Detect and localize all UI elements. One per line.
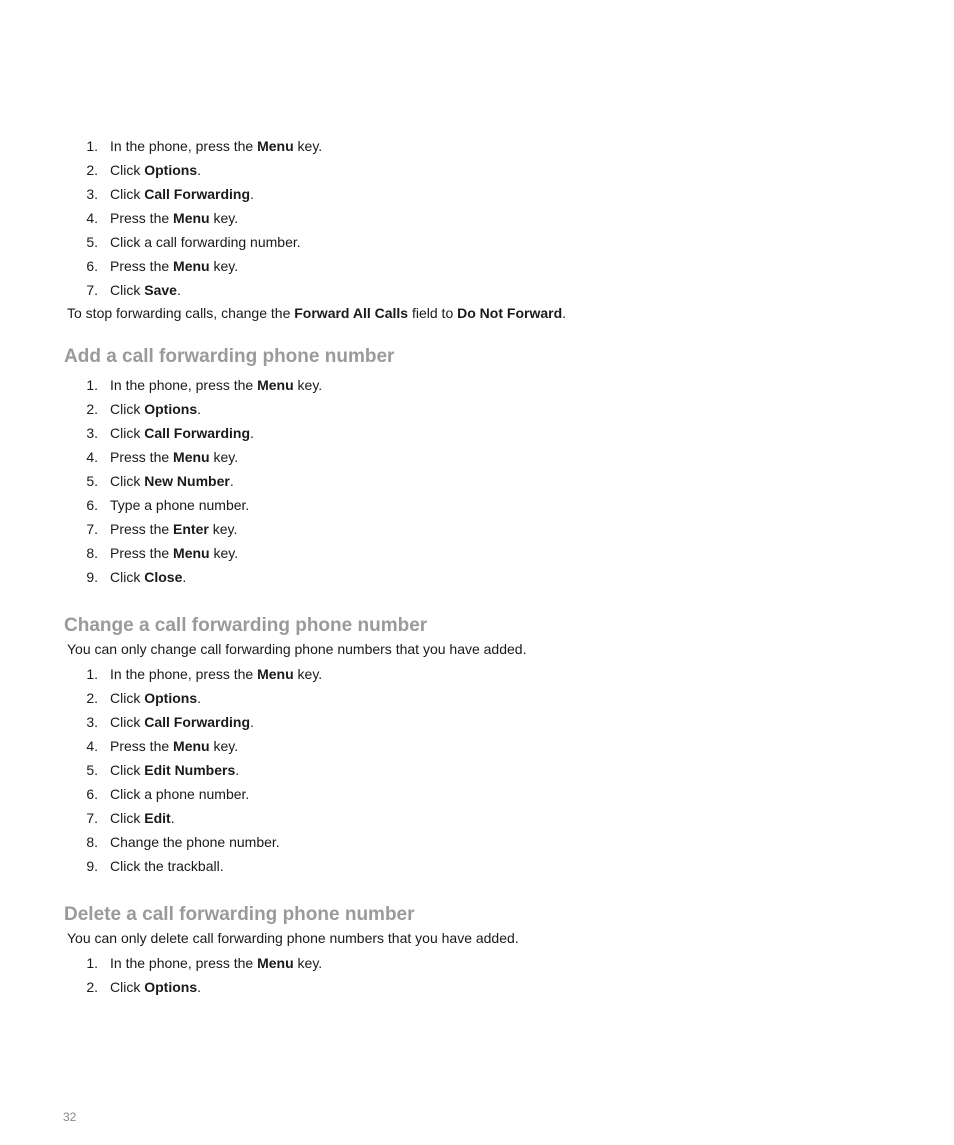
step-text: Press the <box>110 521 174 537</box>
step-number: 2. <box>86 979 98 995</box>
step-text: Click a call forwarding number. <box>110 234 301 250</box>
step-text: key. <box>209 738 239 754</box>
step-text: . <box>250 186 254 202</box>
step-number: 2. <box>86 162 98 178</box>
step-text: In the phone, press the <box>110 377 258 393</box>
step-text: Type a phone number. <box>110 497 250 513</box>
step-text: . <box>250 425 254 441</box>
step-ui-term: Call Forwarding <box>144 186 251 202</box>
step-text: Click a phone number. <box>110 786 250 802</box>
step-text: . <box>197 979 202 995</box>
list-item <box>0 182 322 206</box>
step-text: key. <box>209 210 239 226</box>
step-number: 3. <box>86 714 98 730</box>
list-item <box>0 541 394 565</box>
change-number-intro: You can only change call forwarding phone numbers that you have added. <box>67 641 527 657</box>
step-number: 9. <box>86 858 98 874</box>
step-text: In the phone, press the <box>110 666 258 682</box>
step-number: 7. <box>86 810 98 826</box>
step-text: . <box>182 569 187 585</box>
step-text: Click <box>110 569 145 585</box>
list-item <box>0 517 394 541</box>
change-number-heading: Change a call forwarding phone number <box>64 615 428 636</box>
step-ui-term: Call Forwarding <box>144 714 251 730</box>
list-item <box>0 230 322 254</box>
list-item <box>0 158 322 182</box>
list-item <box>0 854 526 878</box>
step-number: 9. <box>86 569 98 585</box>
list-item <box>0 134 322 158</box>
step-number: 5. <box>86 234 98 250</box>
step-text: . <box>235 762 240 778</box>
list-item <box>0 710 526 734</box>
step-text: . <box>197 162 202 178</box>
list-item <box>0 686 526 710</box>
delete-number-steps <box>0 951 519 999</box>
step-number: 5. <box>86 473 98 489</box>
step-text: Click <box>110 162 145 178</box>
step-text: . <box>170 810 175 826</box>
step-ui-term: Enter <box>173 521 209 537</box>
list-item <box>0 565 394 589</box>
step-number: 4. <box>86 210 98 226</box>
step-text: key. <box>209 545 239 561</box>
step-ui-term: Save <box>144 282 177 298</box>
list-item <box>0 758 526 782</box>
step-text: . <box>197 401 202 417</box>
page-number: 32 <box>63 1110 77 1124</box>
step-text: Press the <box>110 258 174 274</box>
step-number: 4. <box>86 738 98 754</box>
step-text: Click the trackball. <box>110 858 224 874</box>
step-ui-term: Menu <box>257 377 294 393</box>
step-number: 1. <box>86 138 98 154</box>
step-number: 6. <box>86 258 98 274</box>
list-item <box>0 662 526 686</box>
step-ui-term: Menu <box>173 258 210 274</box>
forward-calls-steps <box>0 134 322 302</box>
step-text: . <box>250 714 254 730</box>
step-text: Click <box>110 714 145 730</box>
step-ui-term: Call Forwarding <box>144 425 251 441</box>
step-number: 4. <box>86 449 98 465</box>
step-text: key. <box>293 955 323 971</box>
step-ui-term: Edit Numbers <box>144 762 236 778</box>
step-text: . <box>197 690 202 706</box>
step-ui-term: Options <box>144 979 198 995</box>
change-number-section <box>0 612 526 878</box>
step-ui-term: New Number <box>144 473 230 489</box>
step-text: key. <box>293 138 323 154</box>
step-ui-term: Menu <box>257 955 294 971</box>
step-ui-term: Menu <box>173 738 210 754</box>
step-text: Click <box>110 979 145 995</box>
step-number: 3. <box>86 186 98 202</box>
list-item <box>0 951 519 975</box>
step-number: 7. <box>86 521 98 537</box>
step-text: Click <box>110 473 145 489</box>
list-item <box>0 469 394 493</box>
step-number: 1. <box>86 955 98 971</box>
step-number: 1. <box>86 377 98 393</box>
list-item <box>0 278 322 302</box>
delete-number-section <box>0 901 519 999</box>
delete-number-intro: You can only delete call forwarding phone numbers that you have added. <box>67 930 519 946</box>
list-item <box>0 734 526 758</box>
step-number: 6. <box>86 786 98 802</box>
step-number: 5. <box>86 762 98 778</box>
delete-number-heading: Delete a call forwarding phone number <box>64 904 415 925</box>
list-item <box>0 397 394 421</box>
add-number-steps <box>0 373 394 589</box>
list-item <box>0 373 394 397</box>
step-number: 1. <box>86 666 98 682</box>
step-text: . <box>229 473 234 489</box>
step-text: Click <box>110 810 145 826</box>
step-number: 2. <box>86 401 98 417</box>
step-number: 8. <box>86 545 98 561</box>
step-number: 3. <box>86 425 98 441</box>
list-item <box>0 254 322 278</box>
step-ui-term: Menu <box>173 449 210 465</box>
step-ui-term: Menu <box>257 138 294 154</box>
add-number-heading: Add a call forwarding phone number <box>64 346 395 367</box>
step-ui-term: Options <box>144 690 198 706</box>
step-number: 7. <box>86 282 98 298</box>
step-text: . <box>176 282 181 298</box>
list-item <box>0 206 322 230</box>
step-ui-term: Close <box>144 569 183 585</box>
change-number-steps <box>0 662 526 878</box>
list-item <box>0 445 394 469</box>
step-text: Press the <box>110 210 174 226</box>
step-text: key. <box>209 449 239 465</box>
list-item <box>0 975 519 999</box>
list-item <box>0 806 526 830</box>
step-number: 2. <box>86 690 98 706</box>
list-item <box>0 830 526 854</box>
step-text: key. <box>293 666 323 682</box>
step-text: Click <box>110 762 145 778</box>
step-text: Click <box>110 690 145 706</box>
step-text: Change the phone number. <box>110 834 280 850</box>
stop-forwarding-note: To stop forwarding calls, change the Forward All Calls field to Do Not Forward. <box>67 305 567 321</box>
step-number: 8. <box>86 834 98 850</box>
list-item <box>0 782 526 806</box>
step-ui-term: Options <box>144 162 198 178</box>
step-text: Click <box>110 186 145 202</box>
step-text: Click <box>110 401 145 417</box>
step-text: key. <box>209 258 239 274</box>
step-text: Press the <box>110 449 174 465</box>
step-text: key. <box>293 377 323 393</box>
step-text: Click <box>110 282 145 298</box>
step-number: 6. <box>86 497 98 513</box>
step-text: In the phone, press the <box>110 955 258 971</box>
step-text: Press the <box>110 545 174 561</box>
step-ui-term: Options <box>144 401 198 417</box>
add-number-section <box>0 343 394 589</box>
step-ui-term: Edit <box>144 810 171 826</box>
step-ui-term: Menu <box>173 210 210 226</box>
step-ui-term: Menu <box>257 666 294 682</box>
step-text: Press the <box>110 738 174 754</box>
step-text: key. <box>208 521 238 537</box>
step-text: In the phone, press the <box>110 138 258 154</box>
step-ui-term: Menu <box>173 545 210 561</box>
step-text: Click <box>110 425 145 441</box>
list-item <box>0 493 394 517</box>
list-item <box>0 421 394 445</box>
